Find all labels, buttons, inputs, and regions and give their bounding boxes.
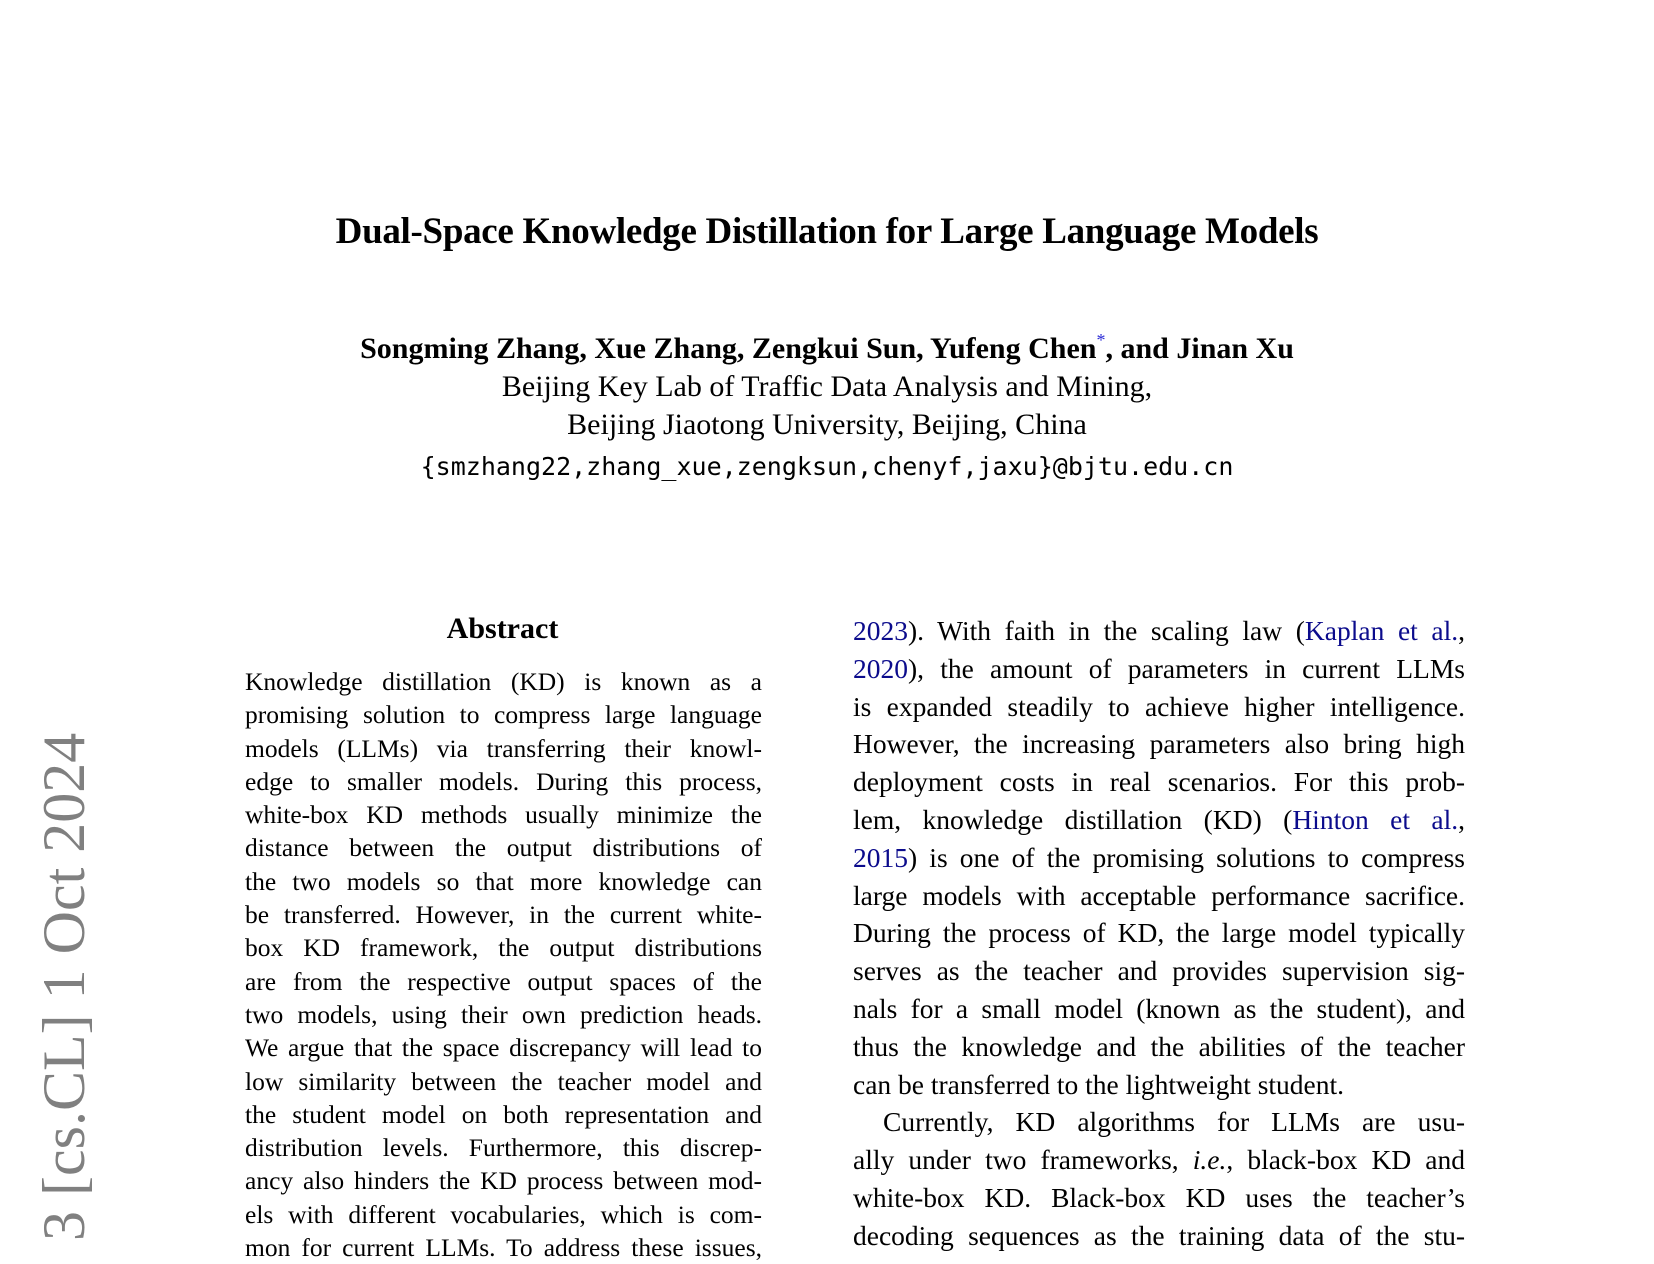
abstract-line: We argue that the space discrepancy will lead to	[245, 1033, 762, 1063]
abstract-line: promising solution to compress large language	[245, 700, 762, 730]
abstract-line: distance between the output distributions of	[245, 833, 762, 863]
intro-line: serves as the teacher and provides supervision sig-	[853, 955, 1465, 987]
abstract-line: white-box KD methods usually minimize the	[245, 800, 762, 830]
abstract-line: mon for current LLMs. To address these issues,	[245, 1233, 762, 1263]
abstract-body	[245, 665, 762, 1264]
intro-line	[853, 1141, 1465, 1179]
text: ), the amount of parameters in current LLMs	[908, 652, 1465, 684]
intro-line: thus the knowledge and the abilities of the teacher	[853, 1030, 1465, 1062]
abstract-line: be transferred. However, in the current white-	[245, 900, 762, 930]
abstract-line: models (LLMs) via transferring their knowl-	[245, 733, 762, 763]
intro-line: However, the increasing parameters also bring high	[853, 728, 1465, 760]
author-list	[0, 330, 1654, 366]
text: ,	[1458, 615, 1465, 646]
author-names: Songming Zhang, Xue Zhang, Zengkui Sun, Yufeng Chen	[360, 332, 1097, 365]
text: ). With faith in the scaling law (	[908, 615, 1305, 646]
intro-line: decoding sequences as the training data of the stu-	[853, 1219, 1465, 1251]
intro-line: Currently, KD algorithms for LLMs are usu-	[883, 1106, 1465, 1138]
text: ally under two frameworks,	[853, 1144, 1193, 1176]
citation-link-hinton[interactable]: Hinton et al.	[1292, 803, 1459, 835]
text: lem, knowledge distillation (KD) (	[853, 803, 1293, 835]
abstract-heading: Abstract	[446, 612, 559, 645]
text: , black-box KD and	[1226, 1144, 1465, 1176]
text: ) is one of the promising solutions to compress	[908, 841, 1465, 873]
intro-line: is expanded steadily to achieve higher intelligence.	[853, 690, 1465, 722]
intro-line	[853, 801, 1465, 839]
intro-line: deployment costs in real scenarios. For this prob-	[853, 766, 1465, 798]
author-emails: {smzhang22,zhang_xue,zengksun,chenyf,jaxu}@bjtu.edu.cn	[420, 452, 1234, 481]
author-names-tail: , and Jinan Xu	[1105, 332, 1294, 365]
abstract-line: low similarity between the teacher model and	[245, 1066, 762, 1096]
abstract-line: are from the respective output spaces of the	[245, 966, 762, 996]
intro-line	[853, 839, 1465, 877]
abstract-line: two models, using their own prediction heads.	[245, 999, 762, 1029]
abstract-line: box KD framework, the output distributions	[245, 933, 762, 963]
citation-link-kaplan-year[interactable]: 2020	[853, 652, 908, 684]
abstract-line: the two models so that more knowledge can	[245, 866, 762, 896]
introduction-body	[853, 612, 1465, 1255]
intro-line	[853, 650, 1465, 688]
abstract-line: ancy also hinders the KD process between mod-	[245, 1166, 762, 1196]
abstract-line: Knowledge distillation (KD) is known as a	[245, 667, 762, 696]
intro-line: nals for a small model (known as the student), and	[853, 992, 1465, 1024]
affiliation-university: Beijing Jiaotong University, Beijing, China	[567, 408, 1087, 441]
corresponding-author-footnote-link[interactable]: *	[1096, 330, 1106, 350]
text: ,	[1458, 803, 1465, 835]
citation-link-kaplan[interactable]: Kaplan et al.	[1304, 615, 1459, 646]
abstract-line: distribution levels. Furthermore, this discrep-	[245, 1133, 762, 1163]
intro-line: can be transferred to the lightweight student.	[853, 1068, 1345, 1100]
affiliation-lab: Beijing Key Lab of Traffic Data Analysis and Mining,	[501, 370, 1153, 403]
arxiv-identifier-stamp: 3 [cs.CL] 1 Oct 2024	[31, 732, 97, 1241]
text-italic: i.e.	[1192, 1144, 1227, 1176]
citation-link-hinton-year[interactable]: 2015	[853, 841, 908, 873]
paper-title: Dual-Space Knowledge Distillation for Large Language Models	[335, 211, 1319, 252]
intro-line: white-box KD. Black-box KD uses the teacher’s	[853, 1181, 1465, 1213]
citation-link[interactable]: 2023	[853, 615, 908, 646]
intro-line	[853, 612, 1465, 650]
abstract-line: els with different vocabularies, which is com-	[245, 1199, 762, 1229]
intro-line: During the process of KD, the large model typically	[853, 917, 1465, 949]
intro-line: large models with acceptable performance sacrifice.	[853, 879, 1465, 911]
abstract-line: the student model on both representation and	[245, 1099, 762, 1129]
abstract-line: edge to smaller models. During this process,	[245, 766, 762, 796]
